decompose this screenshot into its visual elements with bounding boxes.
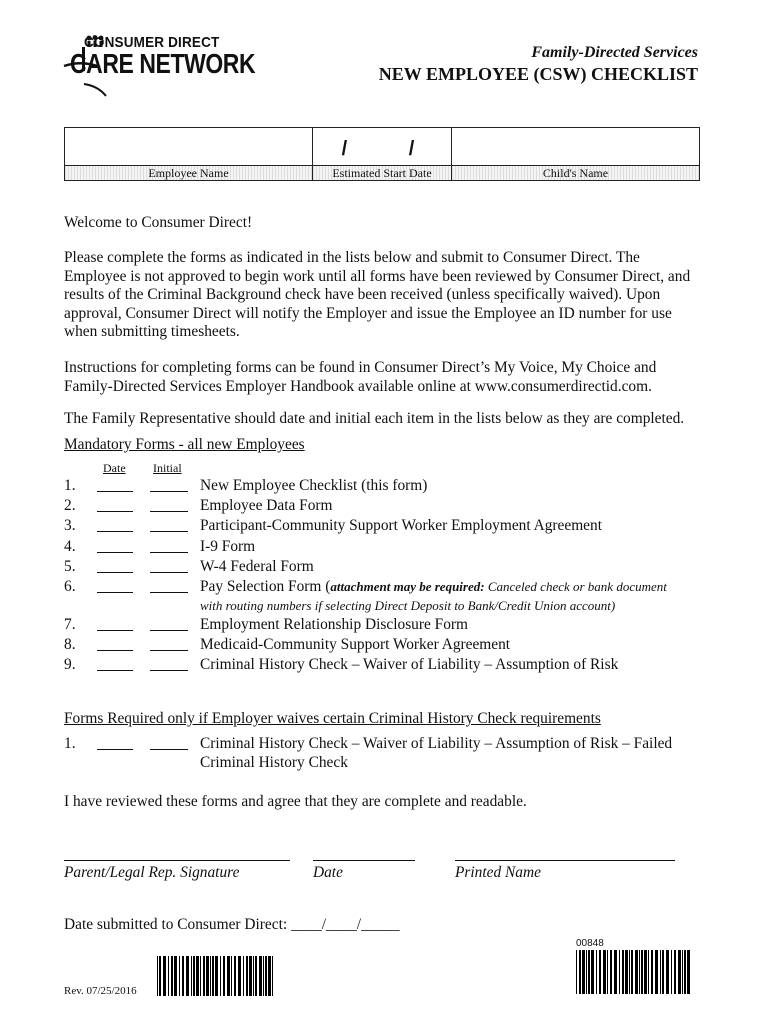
barcode-bar: [206, 956, 209, 996]
list-item: 7. Employment Relationship Disclosure Form: [64, 616, 469, 633]
initial-blank[interactable]: [150, 572, 188, 573]
barcode-bar: [641, 950, 643, 994]
date-submitted: Date submitted to Consumer Direct: ____/____/_____: [64, 916, 400, 933]
list-item: 4. I-9 Form: [64, 538, 256, 555]
barcode-bar: [631, 950, 633, 994]
initial-blank[interactable]: [150, 749, 188, 750]
signature-line[interactable]: [64, 860, 290, 861]
date-blank[interactable]: [97, 630, 133, 631]
barcode-bar: [629, 950, 630, 994]
barcode-bar: [227, 956, 230, 996]
start-date-cell[interactable]: [313, 128, 452, 180]
initial-blank[interactable]: [150, 531, 188, 532]
barcode-bar: [243, 956, 244, 996]
list-item: 8. Medicaid-Community Support Worker Agreement: [64, 636, 511, 653]
signature-label: Parent/Legal Rep. Signature: [64, 864, 240, 881]
barcode-bar: [182, 956, 184, 996]
barcode-bar: [674, 950, 676, 994]
welcome-text: Welcome to Consumer Direct!: [64, 214, 253, 231]
instructions-paragraph: Please complete the forms as indicated in the lists below and submit to Consumer Direct. The Employee is not approved to begin work until all forms have been reviewed by Consumer Direct, and results of the Criminal Background check have been received (unless specifically waived). Upon approval, Consumer Direct will notify the Employer and issue the Employee an ID number for use when submitting timesheets.: [64, 249, 691, 340]
date-blank[interactable]: [97, 670, 133, 671]
date-blank[interactable]: [97, 650, 133, 651]
barcode-bar: [171, 956, 173, 996]
logo-line2: CARE NETWORK: [70, 48, 256, 79]
barcode-bar: [596, 950, 597, 994]
barcode-bar: [610, 950, 612, 994]
childs-name-cell[interactable]: [452, 128, 699, 180]
barcode-bar: [193, 956, 195, 996]
list-item: 6. Pay Selection Form (attachment may be required: Canceled check or bank document: [64, 578, 667, 595]
pay-selection-note: with routing numbers if selecting Direct Deposit to Bank/Credit Union account): [200, 598, 616, 613]
barcode-bar: [200, 956, 201, 996]
barcode-bar: [625, 950, 628, 994]
barcode-bar: [186, 956, 189, 996]
barcode-bar: [168, 956, 169, 996]
barcode-bar: [599, 950, 601, 994]
list-item: 2. Employee Data Form: [64, 497, 333, 514]
barcode-bar: [210, 956, 211, 996]
list-item: 5. W-4 Federal Form: [64, 558, 314, 575]
barcode-bar: [246, 956, 248, 996]
barcode-bar: [263, 956, 264, 996]
barcode-bar: [603, 950, 606, 994]
initial-blank[interactable]: [150, 650, 188, 651]
barcode-bar: [582, 950, 585, 994]
date-label: Date: [313, 864, 343, 881]
barcode-bar: [249, 956, 252, 996]
barcode-bar: [666, 950, 669, 994]
barcode-bar: [272, 956, 273, 996]
barcode-bar: [215, 956, 218, 996]
date-blank[interactable]: [97, 531, 133, 532]
barcode-bar: [588, 950, 590, 994]
representative-paragraph: The Family Representative should date and initial each item in the lists below as they are completed.: [64, 410, 685, 427]
initial-blank[interactable]: [150, 511, 188, 512]
initial-blank[interactable]: [150, 552, 188, 553]
barcode-bar: [174, 956, 177, 996]
barcode-bar: [586, 950, 587, 994]
optional-item-line2: Criminal History Check: [200, 754, 348, 771]
barcode-bar: [231, 956, 232, 996]
initial-blank[interactable]: [150, 630, 188, 631]
date-slashes: / /: [341, 138, 443, 160]
date-blank[interactable]: [97, 572, 133, 573]
barcode-bar: [660, 950, 661, 994]
initial-blank[interactable]: [150, 491, 188, 492]
barcode-bar: [648, 950, 649, 994]
employee-name-label: Employee Name: [65, 165, 312, 180]
barcode-bar: [591, 950, 594, 994]
list-item: 9. Criminal History Check – Waiver of Liability – Assumption of Risk: [64, 656, 619, 673]
barcode-bar: [622, 950, 624, 994]
barcode-bar: [212, 956, 214, 996]
barcode-bar: [576, 950, 577, 994]
barcode-bar: [203, 956, 205, 996]
barcode-bar: [191, 956, 192, 996]
barcode-bar: [163, 956, 166, 996]
barcode-bar: [662, 950, 664, 994]
barcode-bar: [671, 950, 672, 994]
date-blank[interactable]: [97, 511, 133, 512]
barcode-bar: [619, 950, 620, 994]
barcode-bar: [253, 956, 254, 996]
barcode-bar: [268, 956, 271, 996]
barcode-bar: [682, 950, 683, 994]
barcode-bar: [678, 950, 681, 994]
employee-name-cell[interactable]: [65, 128, 313, 180]
handbook-paragraph: Instructions for completing forms can be found in Consumer Direct’s My Voice, My Choice and Family-Directed Services Employer Handbook available online at www.consumerdirectid.com.: [64, 359, 657, 395]
barcode-bar: [651, 950, 653, 994]
printed-name-label: Printed Name: [455, 864, 541, 881]
barcode-bar: [614, 950, 617, 994]
barcode-bar: [255, 956, 257, 996]
company-logo: [62, 34, 256, 98]
date-blank[interactable]: [97, 592, 133, 593]
date-blank[interactable]: [97, 491, 133, 492]
barcode-bar: [644, 950, 647, 994]
revision-date: Rev. 07/25/2016: [64, 985, 137, 997]
printed-name-line[interactable]: [455, 860, 675, 861]
form-code: 00848: [576, 938, 604, 949]
date-line[interactable]: [313, 860, 415, 861]
barcode-bar: [607, 950, 608, 994]
initial-blank[interactable]: [150, 592, 188, 593]
mandatory-heading: Mandatory Forms - all new Employees: [64, 436, 305, 453]
barcode-right: [576, 950, 694, 994]
barcode-bar: [259, 956, 262, 996]
barcode-bar: [220, 956, 221, 996]
barcode-bar: [234, 956, 236, 996]
date-blank[interactable]: [97, 552, 133, 553]
start-date-label: Estimated Start Date: [313, 165, 451, 180]
barcode-bar: [687, 950, 690, 994]
optional-heading: Forms Required only if Employer waives certain Criminal History Check requirements: [64, 710, 601, 727]
initial-blank[interactable]: [150, 670, 188, 671]
date-column-header: Date: [103, 461, 126, 475]
form-title: NEW EMPLOYEE (CSW) CHECKLIST: [378, 64, 698, 84]
date-blank[interactable]: [97, 749, 133, 750]
barcode-bar: [579, 950, 581, 994]
barcode-bar: [655, 950, 658, 994]
barcode-bar: [179, 956, 180, 996]
form-subtitle: Family-Directed Services: [531, 44, 698, 61]
barcode-left: [157, 956, 277, 996]
list-item: 1. New Employee Checklist (this form): [64, 477, 428, 494]
list-item: 1. Criminal History Check – Waiver of Liability – Assumption of Risk – Failed: [64, 735, 673, 752]
barcode-bar: [265, 956, 267, 996]
barcode-bar: [157, 956, 158, 996]
employee-info-table: [64, 127, 700, 181]
barcode-bar: [238, 956, 241, 996]
barcode-bar: [684, 950, 686, 994]
logo-line1: CONSUMER DIRECT: [84, 34, 220, 51]
barcode-bar: [639, 950, 640, 994]
review-statement: I have reviewed these forms and agree that they are complete and readable.: [64, 793, 527, 810]
barcode-bar: [196, 956, 199, 996]
barcode-bar: [159, 956, 161, 996]
list-item: 3. Participant-Community Support Worker Employment Agreement: [64, 517, 602, 534]
initial-column-header: Initial: [153, 461, 182, 475]
childs-name-label: Child's Name: [452, 165, 699, 180]
barcode-bar: [635, 950, 638, 994]
barcode-bar: [223, 956, 225, 996]
